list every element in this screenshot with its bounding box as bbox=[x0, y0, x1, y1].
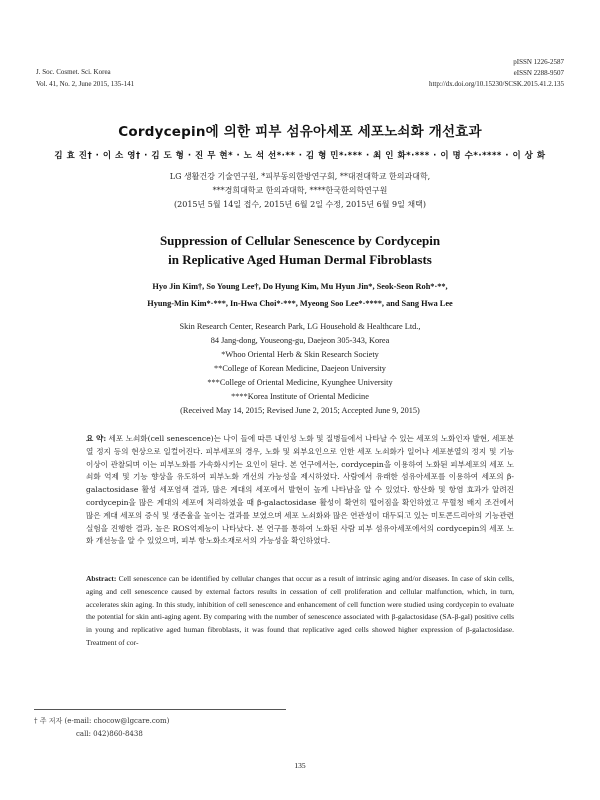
journal-name: J. Soc. Cosmet. Sci. Korea bbox=[36, 68, 111, 76]
english-affiliation-2: 84 Jang-dong, Youseong-gu, Daejeon 305-343, Korea bbox=[210, 336, 390, 345]
english-affiliation-3: *Whoo Oriental Herb & Skin Research Society bbox=[221, 350, 379, 359]
english-abstract-text: Cell senescence can be identified by cellular changes that occur as a result of intrinsic aging and/or diseases. In case of skin cells, aging and cell senescence caused by external factors results in cessation of cell proliferation and cellular malfunction, which, in turn, accelerates skin aging. In this study, inhibition of cell senescence and enhancement of cell function were studied using cordycepin to evaluate the potential for skin anti-aging agent. By comparing with the number of senescence associated with β-galactosidase (SA-β-gal) positive cells in young and replicative aged human fibroblasts, it was found that replicative aged cells showed higher expression of β-galactosidase. Treatment of cor- bbox=[86, 574, 514, 647]
korean-dates: (2015년 5월 14일 접수, 2015년 6월 2일 수정, 2015년 6월 9일 채택) bbox=[174, 200, 426, 209]
korean-abstract-label: 요 약: bbox=[86, 434, 107, 443]
english-abstract bbox=[86, 573, 514, 650]
korean-abstract bbox=[86, 433, 514, 548]
english-affiliation-5: ***College of Oriental Medicine, Kyunghee University bbox=[207, 378, 393, 387]
english-dates: (Received May 14, 2015; Revised June 2, 2015; Accepted June 9, 2015) bbox=[180, 406, 420, 415]
pissn: pISSN 1226-2587 bbox=[513, 58, 564, 66]
korean-affiliation-2: ***경희대학교 한의과대학, ****한국한의학연구원 bbox=[212, 186, 388, 195]
english-authors-line1: Hyo Jin Kim†, So Young Lee†, Do Hyung Kim, Mu Hyun Jin*, Seok-Seon Roh*·**, bbox=[152, 282, 448, 291]
footnote-divider bbox=[34, 709, 286, 710]
page-number: 135 bbox=[294, 761, 306, 770]
english-title-line2: in Replicative Aged Human Dermal Fibroblasts bbox=[168, 252, 432, 267]
korean-title: Cordycepin에 의한 피부 섬유아세포 세포노쇠화 개선효과 bbox=[118, 124, 482, 140]
footnote-phone: call: 042)860-8438 bbox=[76, 730, 143, 738]
eissn: eISSN 2288-9507 bbox=[513, 69, 564, 77]
english-title-line1: Suppression of Cellular Senescence by Cordycepin bbox=[159, 233, 441, 248]
doi-link[interactable]: http://dx.doi.org/10.15230/SCSK.2015.41.2.135 bbox=[428, 80, 564, 88]
korean-affiliation-1: LG 생활건강 기술연구원, *피부동의한방연구회, **대전대학교 한의과대학, bbox=[169, 172, 431, 181]
volume-info: Vol. 41, No. 2, June 2015, 135-141 bbox=[36, 80, 135, 88]
english-affiliation-1: Skin Research Center, Research Park, LG Household & Healthcare Ltd., bbox=[179, 322, 421, 331]
english-affiliation-4: **College of Korean Medicine, Daejeon University bbox=[214, 364, 386, 373]
english-authors-line2: Hyung-Min Kim*·***, In-Hwa Choi*·***, Myeong Soo Lee*·****, and Sang Hwa Lee bbox=[147, 299, 453, 308]
korean-abstract-text: 세포 노쇠화(cell senescence)는 나이 들에 따른 내인성 노화 및 질병들에서 나타날 수 있는 세포의 노화인자 발현, 세포분열 정지 등의 현상으로 일컬어진다. 피부세포의 경우, 노화 및 외부요인으로 인한 세포 노쇠화가 일어나 세포분열의 정지 및 기능 이상이 관찰되며 이는 피부노화를 가속화시키는 요인이 된다. 본 연구에서는, cordycepin을 이용하여 노화된 피부세포의 세포 노쇠화 억제 및 기능 향상을 유도하여 피부노화 개선의 가능성을 제시하였다. 사람에서 유래한 섬유아세포를 이용하여 세포의 β-galactosidase 활성 세포염색 결과, 많은 계대의 세포에서 발현이 높게 나타남을 알 수 있었다. 항산화 및 항염 효과가 알려진 cordycepin을 많은 계대의 세포에 처리하였을 때 β-galactosidase 활성이 확연히 떨어짐을 확인하였고 무혈청 배지 조건에서 많은 계대 세포의 증식 및 생존율을 높이는 결과를 보였으며 세포 노쇠화와 많은 연관성이 대두되고 있는 미토콘드리아의 기능관련 실험을 진행한 결과, 높은 ROS억제능이 나타났다. 본 연구를 통하여 노화된 사람 피부 섬유아세포에서의 cordycepin의 세포 노화 개선능을 알 수 있었으며, 피부 항노화소재로서의 가능성을 확인하였다. bbox=[86, 434, 514, 546]
korean-authors: 김 효 진† · 이 소 영† · 김 도 형 · 진 무 현* · 노 석 선*·** · 김 형 민*·*** · 최 인 화*·*** · 이 명 수*·**** · 이 상 화 bbox=[54, 151, 546, 161]
english-affiliation-6: ****Korea Institute of Oriental Medicine bbox=[231, 392, 369, 401]
footnote-corresponding-author: † 주 저자 (e-mail: chocow@lgcare.com) bbox=[34, 717, 170, 725]
english-abstract-label: Abstract: bbox=[86, 574, 117, 583]
